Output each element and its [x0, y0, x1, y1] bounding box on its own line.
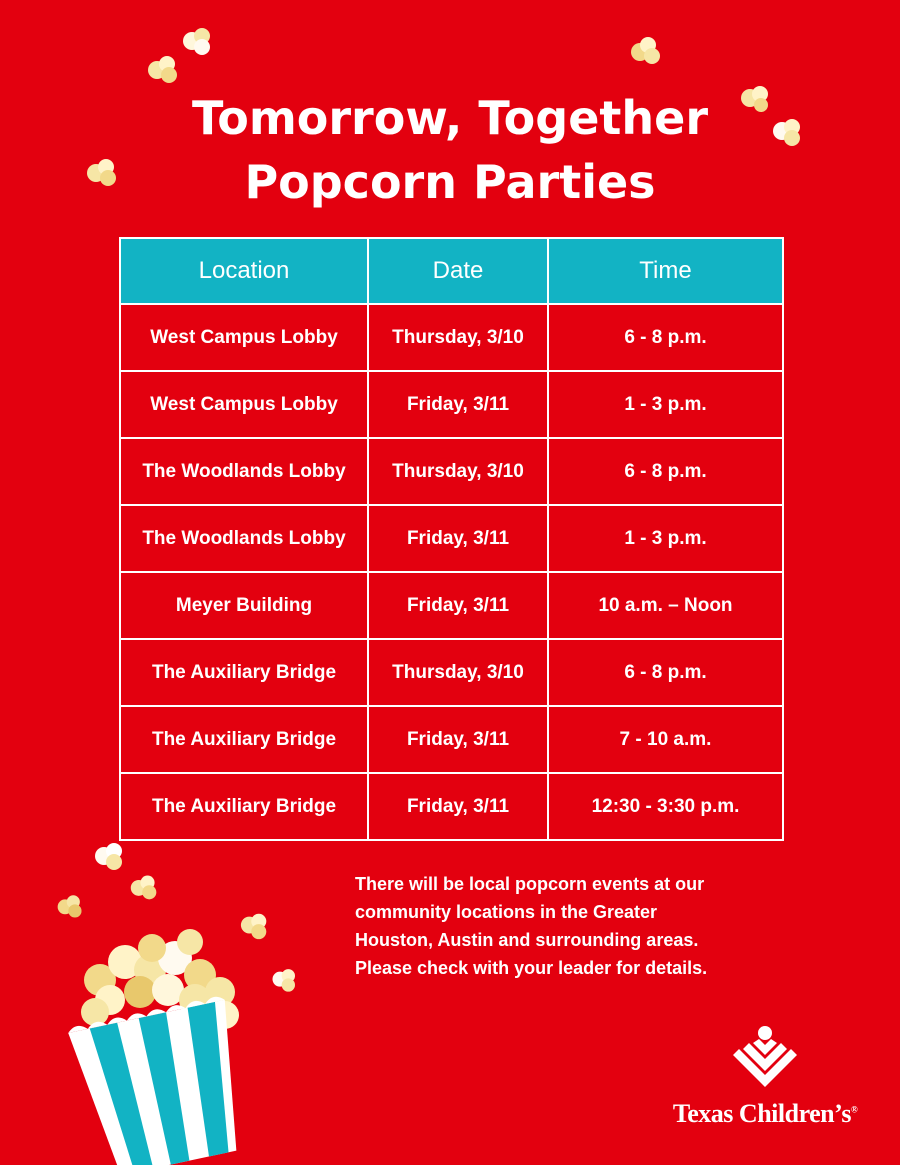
cell-date: Friday, 3/11: [368, 572, 548, 639]
note-line: There will be local popcorn events at our: [355, 874, 705, 894]
texas-childrens-logo: [660, 1025, 870, 1129]
cell-date: Thursday, 3/10: [368, 438, 548, 505]
popcorn-kernel-icon: [738, 82, 774, 116]
cell-location: The Auxiliary Bridge: [120, 706, 368, 773]
cell-location: The Auxiliary Bridge: [120, 639, 368, 706]
note-line: Please check with your leader for details.: [355, 958, 708, 978]
cell-location: West Campus Lobby: [120, 371, 368, 438]
cell-date: Friday, 3/11: [368, 505, 548, 572]
popcorn-kernel-icon: [180, 25, 216, 59]
cell-date: Friday, 3/11: [368, 706, 548, 773]
title-line-2: Popcorn Parties: [244, 155, 656, 209]
cell-location: The Auxiliary Bridge: [120, 773, 368, 840]
table-row: [120, 572, 783, 639]
popcorn-kernel-icon: [84, 155, 120, 189]
note-line: community locations in the Greater: [355, 902, 658, 922]
title-line-1: Tomorrow, Together: [191, 91, 709, 145]
logo-name-text: Texas Children’s: [672, 1099, 851, 1128]
popcorn-kernel-icon: [145, 52, 181, 86]
popcorn-kernel-icon: [628, 33, 664, 69]
header-time: Time: [548, 238, 783, 304]
schedule-table: [119, 237, 784, 841]
cell-time: 1 - 3 p.m.: [548, 371, 783, 438]
table-row: [120, 706, 783, 773]
cell-date: Friday, 3/11: [368, 371, 548, 438]
cell-date: Thursday, 3/10: [368, 304, 548, 371]
cell-time: 7 - 10 a.m.: [548, 706, 783, 773]
cell-time: 6 - 8 p.m.: [548, 438, 783, 505]
cell-date: Thursday, 3/10: [368, 639, 548, 706]
cell-location: The Woodlands Lobby: [120, 438, 368, 505]
table-header-row: [120, 238, 783, 304]
note-line: Houston, Austin and surrounding areas.: [355, 930, 699, 950]
cell-time: 10 a.m. – Noon: [548, 572, 783, 639]
cell-time: 12:30 - 3:30 p.m.: [548, 773, 783, 840]
events-note: [355, 870, 835, 982]
table-row: [120, 438, 783, 505]
cell-time: 1 - 3 p.m.: [548, 505, 783, 572]
table-row: [120, 304, 783, 371]
registered-mark: ®: [850, 1104, 858, 1115]
cell-location: Meyer Building: [120, 572, 368, 639]
popcorn-kernel-icon: [770, 115, 806, 149]
table-row: [120, 371, 783, 438]
cell-location: West Campus Lobby: [120, 304, 368, 371]
cell-date: Friday, 3/11: [368, 773, 548, 840]
texas-childrens-heart-logo-icon: [725, 1025, 805, 1093]
header-location: Location: [120, 238, 368, 304]
cell-time: 6 - 8 p.m.: [548, 639, 783, 706]
table-row: [120, 639, 783, 706]
popcorn-bucket-icon: [40, 830, 250, 1165]
header-date: Date: [368, 238, 548, 304]
logo-wordmark: [660, 1099, 870, 1129]
cell-location: The Woodlands Lobby: [120, 505, 368, 572]
cell-time: 6 - 8 p.m.: [548, 304, 783, 371]
table-row: [120, 505, 783, 572]
popcorn-kernel-icon: [270, 965, 300, 995]
table-row: [120, 773, 783, 840]
